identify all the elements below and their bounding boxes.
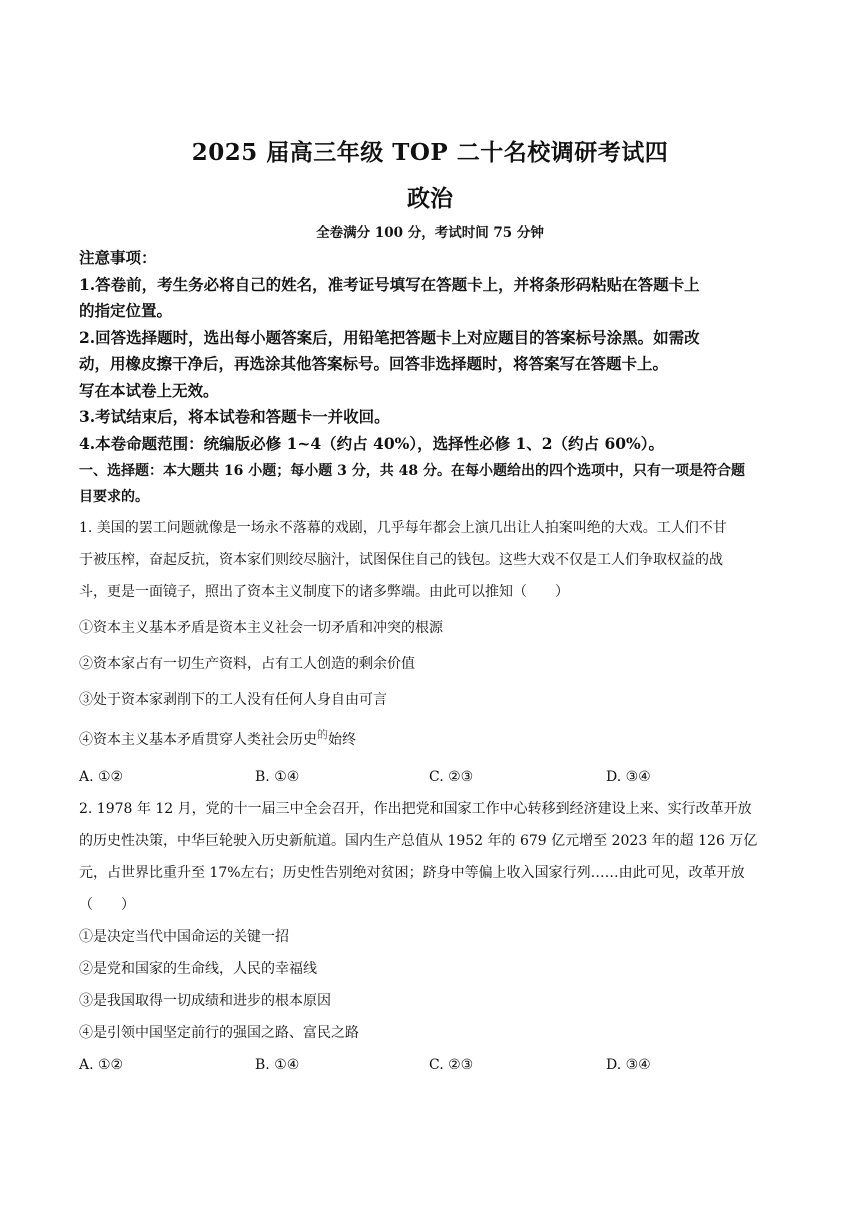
option-d: D. ③④ [606,769,651,785]
question-1 [79,512,783,793]
exam-meta: 全卷满分 100 分，考试时间 75 分钟 [316,225,544,241]
question-stem-line: 元，占世界比重升至 17%左右；历史性告别绝对贫困；跻身中等偏上收入国家行列……由此可见，改革开放 [79,865,745,881]
section-heading [79,458,783,510]
notice-line: 3.考试结束后，将本试卷和答题卡一并收回。 [79,407,390,426]
notice-line: 的指定位置。 [79,301,173,320]
question-item: ③是我国取得一切成绩和进步的根本原因 [79,993,331,1009]
exam-title: 2025 届高三年级 TOP 二十名校调研考试四 [191,139,669,166]
question-stem-line: 于被压榨，奋起反抗，资本家们则绞尽脑汁，试图保住自己的钱包。这些大戏不仅是工人们争取权益的战 [79,552,723,568]
option-c: C. ②③ [429,1057,474,1073]
question-stem-line: 斗，更是一面镜子，照出了资本主义制度下的诸多弊端。由此可以推知（ ） [79,584,569,600]
question-item: ④是引领中国坚定前行的强国之路、富民之路 [79,1025,359,1041]
question-item: ③处于资本家剥削下的工人没有任何人身自由可言 [79,692,387,708]
notice-heading: 注意事项： [79,248,157,267]
option-d: D. ③④ [606,1057,651,1073]
subject-title: 政治 [407,185,453,212]
option-b: B. ①④ [255,1057,300,1073]
question-item-text: ④资本主义基本矛盾贯穿人类社会历史 [79,732,317,748]
notice-line: 4.本卷命题范围：统编版必修 1~4（约占 40%），选择性必修 1、2（约占 60%）。 [79,433,664,453]
question-stem-line: （ ） [79,897,135,913]
notice-line: 1.答卷前，考生务必将自己的姓名，准考证号填写在答题卡上，并将条形码粘贴在答题卡上 [79,274,700,294]
option-a: A. ①② [79,1057,124,1073]
section-heading-line: 一、选择题：本大题共 16 小题；每小题 3 分，共 48 分。在每小题给出的四个选项中，只有一项是符合题 [79,463,745,479]
question-stem-line: 1. 美国的罢工问题就像是一场永不落幕的戏剧，几乎每年都会上演几出让人拍案叫绝的大戏。工人们不甘 [79,520,727,536]
notice-line: 动，用橡皮擦干净后，再选涂其他答案标号。回答非选择题时，将答案写在答题卡上。 [79,354,669,373]
question-stem-line: 的历史性决策，中华巨轮驶入历史新航道。国内生产总值从 1952 年的 679 亿元增至 2023 年的超 126 万亿 [79,833,758,849]
answer-options [79,761,783,793]
question-item-text: 始终 [328,732,356,748]
notice-section [79,245,779,457]
question-item: ①是决定当代中国命运的关键一招 [79,929,289,945]
question-item [79,724,783,757]
notice-line: 2.回答选择题时，选出每小题答案后，用铅笔把答题卡上对应题目的答案标号涂黑。如需改 [79,327,700,347]
question-stem-line: 2. 1978 年 12 月，党的十一届三中全会召开，作出把党和国家工作中心转移到经济建设上来、实行改革开放 [79,801,752,817]
option-b: B. ①④ [255,769,300,785]
answer-options [79,1049,783,1081]
question-item: ②是党和国家的生命线，人民的幸福线 [79,961,317,977]
option-c: C. ②③ [429,769,474,785]
option-a: A. ①② [79,769,124,785]
section-heading-line: 目要求的。 [79,489,149,505]
question-item-superscript: 的 [317,728,328,741]
question-item: ①资本主义基本矛盾是资本主义社会一切矛盾和冲突的根源 [79,620,443,636]
question-2 [79,793,783,1081]
notice-line: 写在本试卷上无效。 [79,380,219,400]
question-item: ②资本家占有一切生产资料，占有工人创造的剩余价值 [79,656,415,672]
